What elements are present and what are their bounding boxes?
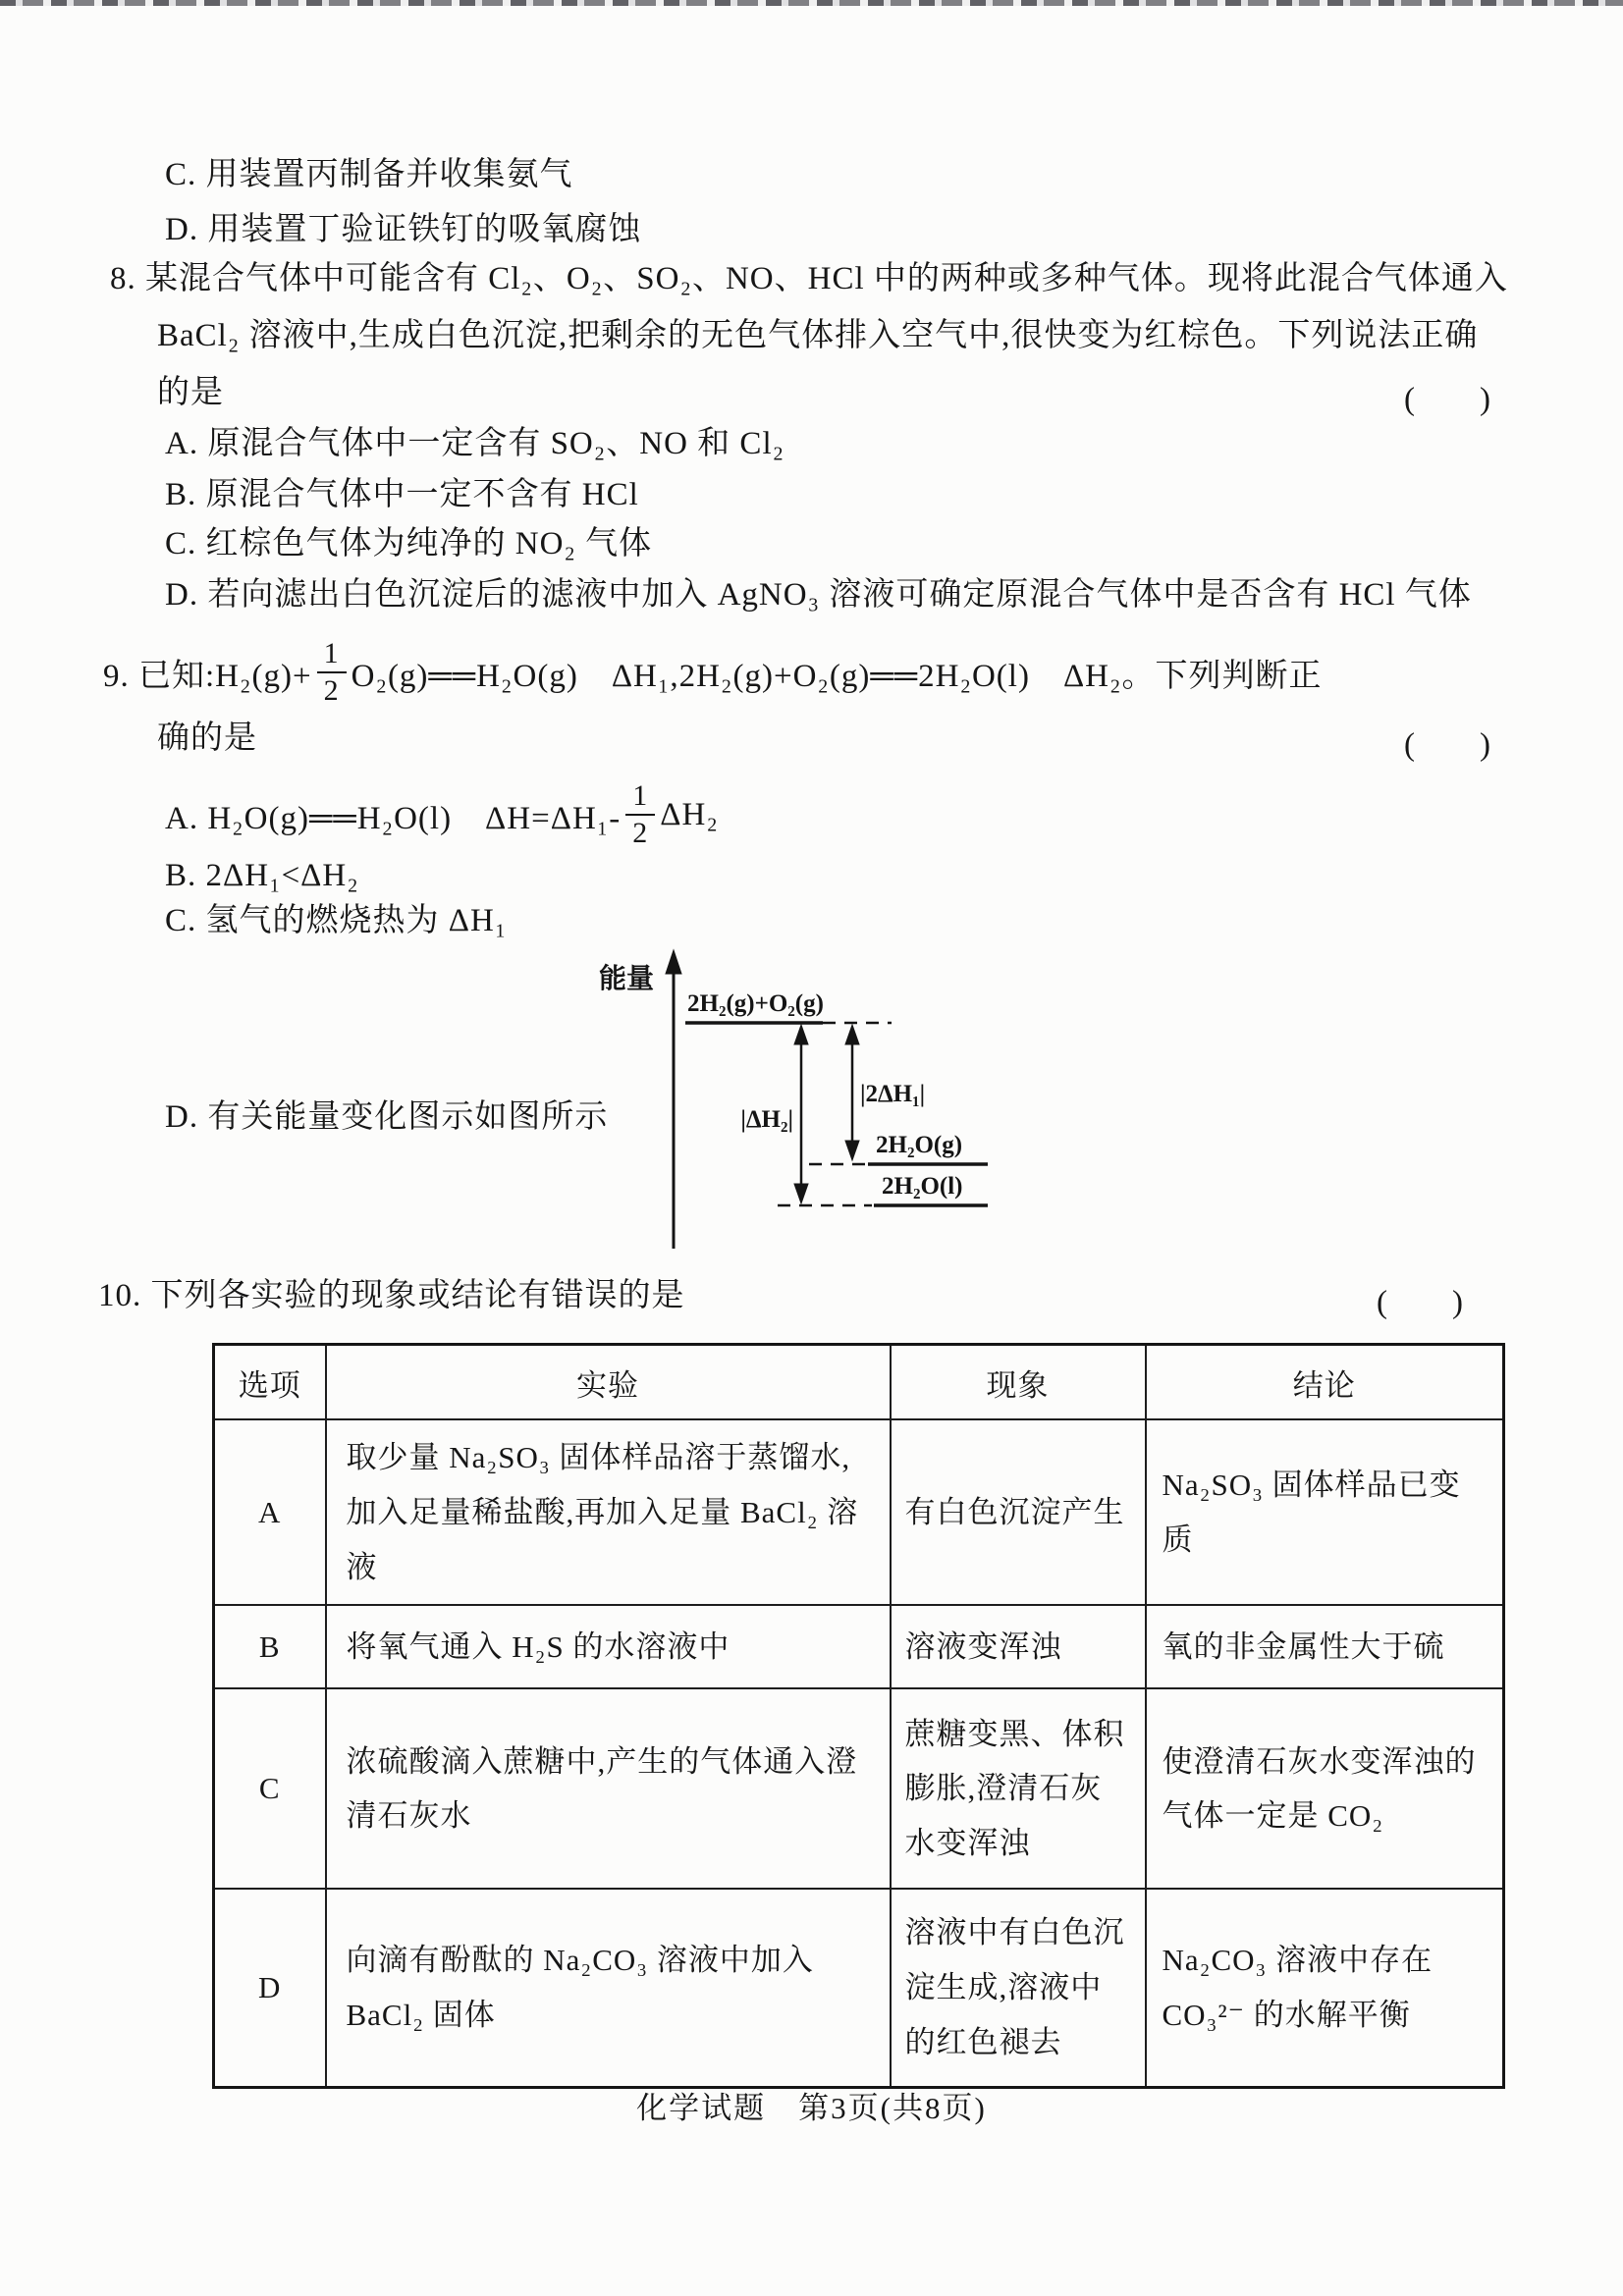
q9-option-c: C. 氢气的燃烧热为 ΔH₁	[165, 903, 508, 938]
row-d-experiment: 向滴有酚酞的 Na₂CO₃ 溶液中加入 BaCl₂ 固体	[326, 1889, 891, 2087]
q9-stem-line2: 确的是	[157, 721, 257, 756]
q9-fraction-half	[317, 639, 347, 706]
q10-stem: 10. 下列各实验的现象或结论有错误的是	[98, 1278, 685, 1313]
experiment-table	[212, 1343, 1505, 2089]
page-footer: 化学试题 第3页(共8页)	[636, 2091, 987, 2125]
energy-diagram	[589, 944, 1001, 1268]
level-label-water-liquid: 2H₂O(l)	[882, 1173, 963, 1200]
row-d-conclusion: Na₂CO₃ 溶液中存在 CO₃²⁻ 的水解平衡	[1146, 1889, 1504, 2087]
table-row	[214, 1688, 1504, 1889]
two-delta-h1-arrow-label: |2ΔH₁|	[860, 1081, 926, 1107]
delta-h2-arrowhead-top	[794, 1025, 808, 1044]
fraction-denominator: 2	[323, 674, 340, 707]
row-a-option: A	[214, 1419, 326, 1605]
row-c-phenomenon: 蔗糖变黑、体积膨胀,澄清石灰水变浑浊	[891, 1688, 1146, 1889]
q9-option-d: D. 有关能量变化图示如图所示	[165, 1099, 609, 1135]
level-label-water-gas: 2H₂O(g)	[876, 1132, 963, 1158]
row-d-option: D	[214, 1889, 326, 2087]
q10-answer-brackets: ( )	[1377, 1285, 1463, 1320]
q8-option-d: D. 若向滤出白色沉淀后的滤液中加入 AgNO₃ 溶液可确定原混合气体中是否含有 HCl 气体	[165, 577, 1472, 613]
row-c-option: C	[214, 1688, 326, 1889]
header-option: 选项	[214, 1345, 326, 1420]
level-label-reactants: 2H₂(g)+O₂(g)	[687, 990, 824, 1017]
energy-axis-label: 能量	[599, 964, 655, 994]
q8-stem-line3: 的是	[157, 375, 224, 410]
q8-stem-line1: 8. 某混合气体中可能含有 Cl₂、O₂、SO₂、NO、HCl 中的两种或多种气体。现将此混合气体通入	[110, 261, 1508, 296]
row-b-phenomenon: 溶液变浑浊	[891, 1605, 1146, 1688]
table-row	[214, 1419, 1504, 1605]
q9-stem	[103, 633, 1323, 712]
q9-stem-part1: 9. 已知:H₂(g)+	[103, 658, 312, 694]
table-header-row	[214, 1345, 1504, 1420]
q8-answer-brackets: ( )	[1404, 382, 1490, 417]
q9-answer-brackets: ( )	[1404, 727, 1490, 763]
row-b-option: B	[214, 1605, 326, 1688]
row-b-experiment: 将氧气通入 H₂S 的水溶液中	[326, 1605, 891, 1688]
q9-option-a	[165, 775, 719, 854]
q8-option-a: A. 原混合气体中一定含有 SO₂、NO 和 Cl₂	[165, 426, 785, 461]
two-delta-h1-arrowhead-bottom	[845, 1141, 859, 1160]
header-experiment: 实验	[326, 1345, 891, 1420]
q7-option-c: C. 用装置丙制备并收集氨气	[165, 157, 573, 192]
row-d-phenomenon: 溶液中有白色沉淀生成,溶液中的红色褪去	[891, 1889, 1146, 2087]
header-conclusion: 结论	[1146, 1345, 1504, 1420]
header-phenomenon: 现象	[891, 1345, 1146, 1420]
q8-option-b: B. 原混合气体中一定不含有 HCl	[165, 477, 639, 512]
q7-option-d: D. 用装置丁验证铁钉的吸氧腐蚀	[165, 212, 642, 247]
q9-option-b: B. 2ΔH₁<ΔH₂	[165, 858, 359, 893]
q9-option-a-part1: A. H₂O(g)══H₂O(l) ΔH=ΔH₁-	[165, 800, 622, 836]
q8-option-c: C. 红棕色气体为纯净的 NO₂ 气体	[165, 526, 653, 561]
row-a-conclusion: Na₂SO₃ 固体样品已变质	[1146, 1419, 1504, 1605]
row-a-experiment: 取少量 Na₂SO₃ 固体样品溶于蒸馏水,加入足量稀盐酸,再加入足量 BaCl₂ 溶液	[326, 1419, 891, 1605]
q8-stem-line2: BaCl₂ 溶液中,生成白色沉淀,把剩余的无色气体排入空气中,很快变为红棕色。下列说法正确	[157, 318, 1479, 353]
table-row	[214, 1889, 1504, 2087]
scan-top-edge-artifact	[0, 0, 1623, 6]
q9-option-a-part2: ΔH₂	[660, 796, 719, 832]
energy-axis-arrowhead	[666, 950, 681, 974]
fraction-numerator: 1	[317, 639, 347, 673]
row-a-phenomenon: 有白色沉淀产生	[891, 1419, 1146, 1605]
fraction-denominator: 2	[632, 817, 649, 849]
q9-option-a-fraction-half	[625, 781, 655, 848]
row-c-experiment: 浓硫酸滴入蔗糖中,产生的气体通入澄清石灰水	[326, 1688, 891, 1889]
delta-h2-arrow-label: |ΔH₂|	[740, 1106, 793, 1133]
row-c-conclusion: 使澄清石灰水变浑浊的气体一定是 CO₂	[1146, 1688, 1504, 1889]
two-delta-h1-arrowhead-top	[845, 1025, 859, 1044]
fraction-numerator: 1	[625, 781, 655, 816]
delta-h2-arrowhead-bottom	[794, 1184, 808, 1203]
table-row	[214, 1605, 1504, 1688]
row-b-conclusion: 氧的非金属性大于硫	[1146, 1605, 1504, 1688]
q9-stem-part2: O₂(g)══H₂O(g) ΔH₁,2H₂(g)+O₂(g)══2H₂O(l) ΔH₂。下列判断正	[351, 658, 1323, 694]
